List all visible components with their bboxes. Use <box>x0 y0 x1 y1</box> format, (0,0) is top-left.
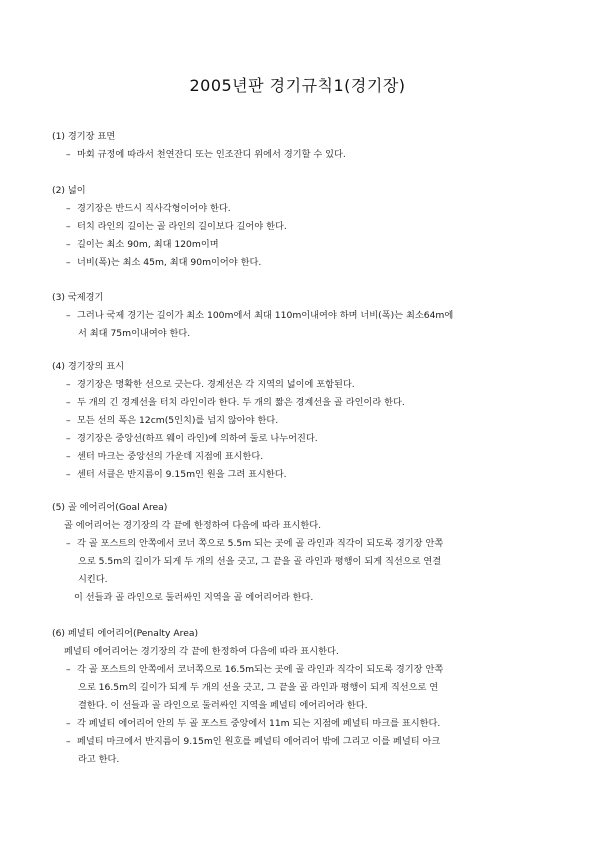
section-penalty-area <box>52 625 557 769</box>
dash-bullet: – <box>66 736 71 747</box>
section-goal-area <box>52 499 557 607</box>
dash-bullet: – <box>66 451 71 462</box>
item-text-line: 그러나 국제 경기는 길이가 최소 100m에서 최대 110m이내여야 하며 너비(폭)는 최소64m에 <box>77 310 454 321</box>
item-text: 너비(폭)는 최소 45m, 최대 90m이어야 한다. <box>77 257 262 268</box>
item-text: 경기장은 반드시 직사각형이어야 한다. <box>77 203 231 214</box>
list-item <box>52 733 557 751</box>
list-item <box>52 146 557 164</box>
item-text-line: 각 페널티 에어리어 안의 두 골 포스트 중앙에서 11m 되는 지점에 페널티 마크를 표시한다. <box>77 718 441 729</box>
item-continuation: 시킨다. <box>78 574 108 585</box>
item-text: 센터 서클은 반지름이 9.15m인 원을 그려 표시한다. <box>77 469 287 480</box>
dash-bullet: – <box>66 239 71 250</box>
section-heading: (2) 넓이 <box>52 185 86 196</box>
list-item <box>52 661 557 679</box>
section-intro: 페널티 에어리어는 경기장의 각 끝에 한정하여 다음에 따라 표시한다. <box>64 646 339 657</box>
section-heading: (5) 골 에어리어(Goal Area) <box>52 502 168 513</box>
section-field-markings <box>52 358 557 484</box>
list-item <box>52 307 557 325</box>
dash-bullet: – <box>66 538 71 549</box>
dash-bullet: – <box>66 379 71 390</box>
item-text: 모든 선의 폭은 12cm(5인치)를 넘지 않아야 한다. <box>77 415 279 426</box>
section-heading: (4) 경기장의 표시 <box>52 361 125 372</box>
dash-bullet: – <box>66 415 71 426</box>
dash-bullet: – <box>66 718 71 729</box>
list-item <box>52 200 557 218</box>
dash-bullet: – <box>66 310 71 321</box>
list-item <box>52 236 557 254</box>
dash-bullet: – <box>66 203 71 214</box>
item-text-line: 각 골 포스트의 안쪽에서 코너 쪽으로 5.5m 되는 곳에 골 라인과 직각이 되도록 경기장 안쪽 <box>77 538 444 549</box>
list-item <box>52 430 557 448</box>
dash-bullet: – <box>66 469 71 480</box>
list-item <box>52 466 557 484</box>
item-continuation: 으로 5.5m의 길이가 되게 두 개의 선을 긋고, 그 끝을 골 라인과 평행이 되게 직선으로 연결 <box>78 556 442 567</box>
dash-bullet: – <box>66 433 71 444</box>
list-item <box>52 448 557 466</box>
section-heading: (1) 경기장 표면 <box>52 131 116 142</box>
item-text: 길이는 최소 90m, 최대 120m이며 <box>77 239 219 250</box>
list-item <box>52 715 557 733</box>
dash-bullet: – <box>66 257 71 268</box>
section-dimensions <box>52 182 557 272</box>
item-continuation: 결한다. 이 선들과 골 라인으로 둘러싸인 지역을 페널티 에어리어라 한다. <box>78 700 368 711</box>
item-text: 두 개의 긴 경계선을 터치 라인이라 한다. 두 개의 짧은 경계선을 골 라인이라 한다. <box>77 397 405 408</box>
section-heading: (6) 페널티 에어리어(Penalty Area) <box>52 628 199 639</box>
list-item <box>52 394 557 412</box>
item-text: 경기장은 명확한 선으로 긋는다. 경계선은 각 지역의 넓이에 포함된다. <box>77 379 355 390</box>
item-text: 센터 마크는 중앙선의 가운데 지점에 표시한다. <box>77 451 264 462</box>
item-text-line: 페널티 마크에서 반지름이 9.15m인 원호를 페널티 에어리어 밖에 그리고 이를 페널티 아크 <box>77 736 441 747</box>
list-item <box>52 535 557 553</box>
section-international-matches <box>52 289 557 343</box>
dash-bullet: – <box>66 664 71 675</box>
list-item <box>52 376 557 394</box>
list-item <box>52 254 557 272</box>
section-note: 이 선들과 골 라인으로 둘러싸인 지역을 골 에어리어라 한다. <box>74 592 314 603</box>
section-field-surface <box>52 128 557 164</box>
item-continuation: 라고 한다. <box>78 754 120 765</box>
item-text-line: 각 골 포스트의 안쪽에서 코너쪽으로 16.5m되는 곳에 골 라인과 직각이 되도록 경기장 안쪽 <box>77 664 444 675</box>
section-intro: 골 에어리어는 경기장의 각 끝에 한정하여 다음에 따라 표시한다. <box>64 520 322 531</box>
dash-bullet: – <box>66 149 71 160</box>
item-text: 경기장은 중앙선(하프 웨이 라인)에 의하여 둘로 나누어진다. <box>77 433 318 444</box>
item-continuation: 서 최대 75m이내여야 한다. <box>78 328 191 339</box>
item-continuation: 으로 16.5m의 길이가 되게 두 개의 선을 긋고, 그 끝을 골 라인과 평행이 되게 직선으로 연 <box>78 682 439 693</box>
item-text: 마회 규정에 따라서 천연잔디 또는 인조잔디 위에서 경기할 수 있다. <box>77 149 346 160</box>
list-item <box>52 412 557 430</box>
dash-bullet: – <box>66 397 71 408</box>
item-text: 터치 라인의 길이는 골 라인의 길이보다 길어야 한다. <box>77 221 287 232</box>
section-heading: (3) 국제경기 <box>52 292 104 303</box>
dash-bullet: – <box>66 221 71 232</box>
list-item <box>52 218 557 236</box>
document-title: 2005년판 경기규칙1(경기장) <box>189 76 406 95</box>
